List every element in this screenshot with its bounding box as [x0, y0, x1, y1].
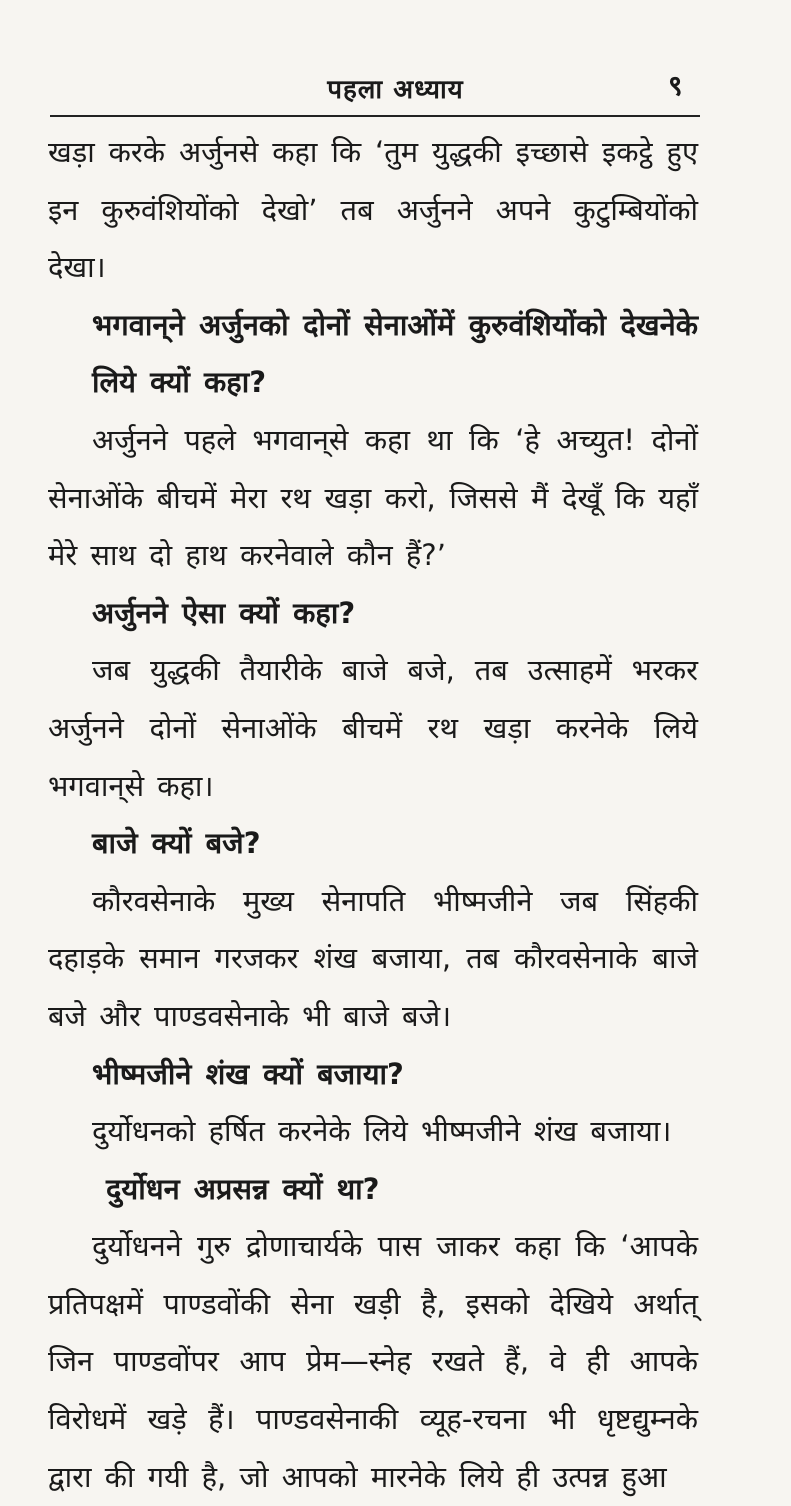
- page-number: ९: [668, 69, 683, 102]
- question-heading: बाजे क्यों बजे?: [92, 826, 261, 861]
- question-heading: अर्जुनने ऐसा क्यों कहा?: [92, 595, 356, 630]
- chapter-title: पहला अध्याय: [327, 75, 464, 105]
- answer-paragraph: कौरवसेनाके मुख्य सेनापति भीष्मजीने जब सिंहकी दहाड़के समान गरजकर शंख बजाया, तब कौरवसेनाके बाजे बजे और पाण्डवसेनाके भी बाजे बजे।: [48, 883, 698, 1033]
- answer-paragraph: दुर्योधनको हर्षित करनेके लिये भीष्मजीने शंख बजाया।: [92, 1114, 672, 1149]
- question-heading: भगवान्‌ने अर्जुनको दोनों सेनाओंमें कुरुवंशियोंको देखनेके लिये क्यों कहा?: [92, 307, 698, 400]
- header-rule: [50, 115, 700, 117]
- question-heading: भीष्मजीने शंख क्यों बजाया?: [92, 1056, 404, 1091]
- answer-paragraph: अर्जुनने पहले भगवान्‌से कहा था कि ‘हे अच्युत! दोनों सेनाओंके बीचमें मेरा रथ खड़ा करो, जिससे मैं देखूँ कि यहाँ मेरे साथ दो हाथ करनेवाले कौन हैं?’: [48, 422, 698, 573]
- page-body: [48, 124, 698, 1506]
- question-heading: दुर्योधन अप्रसन्न क्यों था?: [106, 1171, 380, 1206]
- answer-paragraph: दुर्योधनने गुरु द्रोणाचार्यके पास जाकर कहा कि ‘आपके प्रतिपक्षमें पाण्डवोंकी सेना खड़ी है, इसको देखिये अर्थात् जिन पाण्डवोंपर आप प्रेम—स्नेह रखते हैं, वे ही आपके विरोधमें खड़े हैं। पाण्डवसेनाकी व्यूह-रचना भी धृष्टद्युम्नके द्वारा की गयी है, जो आपको मारनेके लिये ही उत्पन्न हुआ: [48, 1229, 698, 1494]
- answer-paragraph: जब युद्धकी तैयारीके बाजे बजे, तब उत्साहमें भरकर अर्जुनने दोनों सेनाओंके बीचमें रथ खड़ा करनेके लिये भगवान्‌से कहा।: [48, 653, 698, 803]
- continuation-paragraph: खड़ा करके अर्जुनसे कहा कि ‘तुम युद्धकी इच्छासे इकट्ठे हुए इन कुरुवंशियोंको देखो’ तब अर्जुनने अपने कुटुम्बियोंको देखा।: [48, 135, 698, 285]
